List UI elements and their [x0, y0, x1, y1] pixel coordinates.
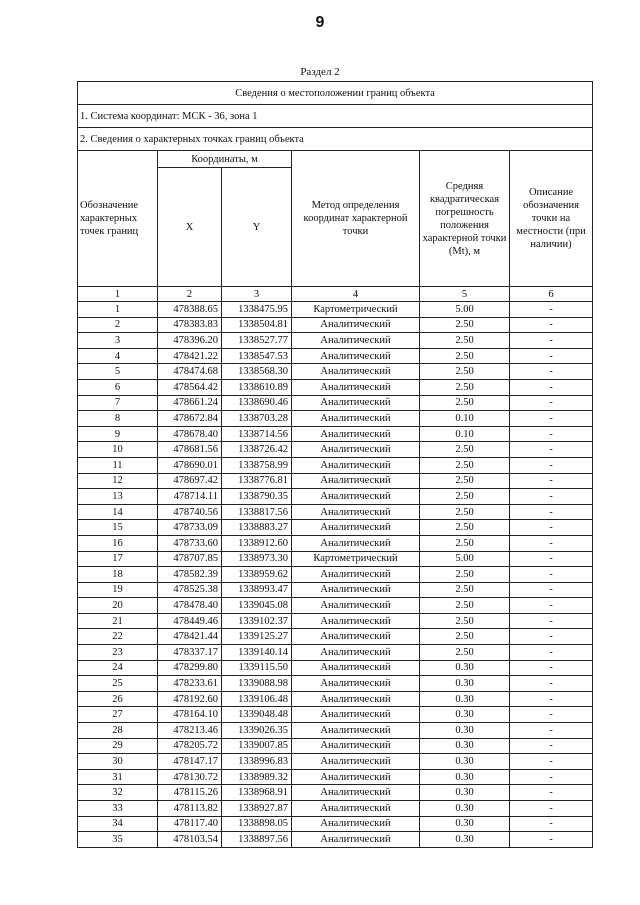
- x-coord-cell: 478707.85: [158, 551, 222, 567]
- method-cell: Аналитический: [292, 567, 420, 583]
- method-cell: Аналитический: [292, 754, 420, 770]
- method-cell: Аналитический: [292, 598, 420, 614]
- description-cell: -: [510, 613, 593, 629]
- method-cell: Аналитический: [292, 660, 420, 676]
- error-cell: 0.30: [420, 769, 510, 785]
- x-coord-cell: 478421.44: [158, 629, 222, 645]
- table-row: [78, 645, 593, 661]
- table-row: [78, 504, 593, 520]
- x-coord-cell: 478117.40: [158, 816, 222, 832]
- table-row: [78, 754, 593, 770]
- table-row: [78, 302, 593, 318]
- y-coord-cell: 1339045.08: [222, 598, 292, 614]
- x-coord-cell: 478582.39: [158, 567, 222, 583]
- section-label: Раздел 2: [300, 66, 340, 78]
- x-coord-cell: 478733.09: [158, 520, 222, 536]
- error-cell: 0.30: [420, 676, 510, 692]
- x-coord-cell: 478474.68: [158, 364, 222, 380]
- table-row: [78, 395, 593, 411]
- y-coord-cell: 1338726.42: [222, 442, 292, 458]
- method-cell: Аналитический: [292, 379, 420, 395]
- error-cell: 2.50: [420, 348, 510, 364]
- point-number-cell: 22: [78, 629, 158, 645]
- point-number-cell: 21: [78, 613, 158, 629]
- description-cell: -: [510, 426, 593, 442]
- table-row: [78, 364, 593, 380]
- table-row: [78, 582, 593, 598]
- method-cell: Аналитический: [292, 457, 420, 473]
- error-cell: 0.30: [420, 801, 510, 817]
- method-cell: Аналитический: [292, 691, 420, 707]
- method-cell: Аналитический: [292, 395, 420, 411]
- boundary-points-table: [77, 81, 593, 848]
- description-cell: -: [510, 769, 593, 785]
- point-number-cell: 28: [78, 723, 158, 739]
- header-error: Средняя квадратическая погрешность положения характерной точки (Mt), м: [420, 151, 510, 287]
- description-cell: -: [510, 832, 593, 848]
- y-coord-cell: 1339115.50: [222, 660, 292, 676]
- point-number-cell: 15: [78, 520, 158, 536]
- error-cell: 2.50: [420, 457, 510, 473]
- column-numbers-row: [78, 287, 593, 302]
- description-cell: -: [510, 520, 593, 536]
- table-row: [78, 473, 593, 489]
- x-coord-cell: 478740.56: [158, 504, 222, 520]
- table-row: [78, 816, 593, 832]
- error-cell: 2.50: [420, 317, 510, 333]
- error-cell: 0.30: [420, 723, 510, 739]
- method-cell: Аналитический: [292, 801, 420, 817]
- error-cell: 2.50: [420, 520, 510, 536]
- point-number-cell: 17: [78, 551, 158, 567]
- description-cell: -: [510, 582, 593, 598]
- table-row: [78, 520, 593, 536]
- error-cell: 2.50: [420, 364, 510, 380]
- method-cell: Аналитический: [292, 629, 420, 645]
- method-cell: Аналитический: [292, 816, 420, 832]
- error-cell: 0.30: [420, 832, 510, 848]
- error-cell: 2.50: [420, 535, 510, 551]
- description-cell: -: [510, 754, 593, 770]
- error-cell: 0.30: [420, 707, 510, 723]
- table-row: [78, 707, 593, 723]
- table-row: [78, 489, 593, 505]
- method-cell: Аналитический: [292, 364, 420, 380]
- description-cell: -: [510, 535, 593, 551]
- point-number-cell: 8: [78, 411, 158, 427]
- description-cell: -: [510, 598, 593, 614]
- table-row: [78, 738, 593, 754]
- point-number-cell: 33: [78, 801, 158, 817]
- point-number-cell: 11: [78, 457, 158, 473]
- method-cell: Аналитический: [292, 535, 420, 551]
- error-cell: 0.30: [420, 660, 510, 676]
- table-row: [78, 411, 593, 427]
- table-row: [78, 535, 593, 551]
- point-number-cell: 13: [78, 489, 158, 505]
- point-number-cell: 1: [78, 302, 158, 318]
- y-coord-cell: 1339007.85: [222, 738, 292, 754]
- y-coord-cell: 1339106.48: [222, 691, 292, 707]
- point-number-cell: 18: [78, 567, 158, 583]
- y-coord-cell: 1338989.32: [222, 769, 292, 785]
- x-coord-cell: 478478.40: [158, 598, 222, 614]
- x-coord-cell: 478115.26: [158, 785, 222, 801]
- description-cell: -: [510, 411, 593, 427]
- column-number: 3: [222, 287, 292, 302]
- y-coord-cell: 1338610.89: [222, 379, 292, 395]
- point-number-cell: 5: [78, 364, 158, 380]
- method-cell: Аналитический: [292, 426, 420, 442]
- header-coords: Координаты, м: [158, 151, 292, 168]
- y-coord-cell: 1338897.56: [222, 832, 292, 848]
- x-coord-cell: 478383.83: [158, 317, 222, 333]
- y-coord-cell: 1338475.95: [222, 302, 292, 318]
- x-coord-cell: 478697.42: [158, 473, 222, 489]
- method-cell: Аналитический: [292, 785, 420, 801]
- error-cell: 2.50: [420, 582, 510, 598]
- y-coord-cell: 1338996.83: [222, 754, 292, 770]
- x-coord-cell: 478103.54: [158, 832, 222, 848]
- table-row: [78, 567, 593, 583]
- x-coord-cell: 478192.60: [158, 691, 222, 707]
- error-cell: 2.50: [420, 473, 510, 489]
- y-coord-cell: 1338817.56: [222, 504, 292, 520]
- point-number-cell: 32: [78, 785, 158, 801]
- x-coord-cell: 478113.82: [158, 801, 222, 817]
- x-coord-cell: 478672.84: [158, 411, 222, 427]
- table-row: [78, 348, 593, 364]
- point-number-cell: 10: [78, 442, 158, 458]
- y-coord-cell: 1339102.37: [222, 613, 292, 629]
- error-cell: 0.30: [420, 754, 510, 770]
- description-cell: -: [510, 567, 593, 583]
- y-coord-cell: 1338912.60: [222, 535, 292, 551]
- y-coord-cell: 1338776.81: [222, 473, 292, 489]
- description-cell: -: [510, 442, 593, 458]
- method-cell: Аналитический: [292, 504, 420, 520]
- table-body: [78, 302, 593, 848]
- error-cell: 2.50: [420, 504, 510, 520]
- method-cell: Аналитический: [292, 582, 420, 598]
- header-y: Y: [222, 168, 292, 287]
- column-number: 1: [78, 287, 158, 302]
- point-number-cell: 7: [78, 395, 158, 411]
- point-number-cell: 2: [78, 317, 158, 333]
- error-cell: 2.50: [420, 395, 510, 411]
- method-cell: Аналитический: [292, 676, 420, 692]
- method-cell: Аналитический: [292, 348, 420, 364]
- description-cell: -: [510, 551, 593, 567]
- error-cell: 2.50: [420, 629, 510, 645]
- y-coord-cell: 1339026.35: [222, 723, 292, 739]
- error-cell: 2.50: [420, 333, 510, 349]
- y-coord-cell: 1338504.81: [222, 317, 292, 333]
- header-x: X: [158, 168, 222, 287]
- description-cell: -: [510, 707, 593, 723]
- y-coord-cell: 1339125.27: [222, 629, 292, 645]
- x-coord-cell: 478661.24: [158, 395, 222, 411]
- x-coord-cell: 478564.42: [158, 379, 222, 395]
- table-row: [78, 832, 593, 848]
- y-coord-cell: 1338568.30: [222, 364, 292, 380]
- error-cell: 0.30: [420, 738, 510, 754]
- table-row: [78, 317, 593, 333]
- coord-system-row: 1. Система координат: МСК - 36, зона 1: [78, 105, 593, 128]
- table-row: [78, 629, 593, 645]
- header-method: Метод определения координат характерной точки: [292, 151, 420, 287]
- y-coord-cell: 1338690.46: [222, 395, 292, 411]
- column-number: 4: [292, 287, 420, 302]
- point-number-cell: 12: [78, 473, 158, 489]
- description-cell: -: [510, 364, 593, 380]
- method-cell: Картометрический: [292, 551, 420, 567]
- x-coord-cell: 478213.46: [158, 723, 222, 739]
- description-cell: -: [510, 645, 593, 661]
- error-cell: 5.00: [420, 551, 510, 567]
- description-cell: -: [510, 302, 593, 318]
- table-row: [78, 379, 593, 395]
- point-number-cell: 24: [78, 660, 158, 676]
- point-number-cell: 34: [78, 816, 158, 832]
- method-cell: Аналитический: [292, 707, 420, 723]
- error-cell: 0.30: [420, 785, 510, 801]
- table-row: [78, 691, 593, 707]
- method-cell: Аналитический: [292, 442, 420, 458]
- header-description: Описание обозначения точки на местности (при наличии): [510, 151, 593, 287]
- point-number-cell: 26: [78, 691, 158, 707]
- description-cell: -: [510, 333, 593, 349]
- x-coord-cell: 478164.10: [158, 707, 222, 723]
- x-coord-cell: 478337.17: [158, 645, 222, 661]
- x-coord-cell: 478233.61: [158, 676, 222, 692]
- error-cell: 0.30: [420, 691, 510, 707]
- y-coord-cell: 1338959.62: [222, 567, 292, 583]
- y-coord-cell: 1338527.77: [222, 333, 292, 349]
- table-row: [78, 769, 593, 785]
- points-title-row: 2. Сведения о характерных точках границ объекта: [78, 128, 593, 151]
- x-coord-cell: 478396.20: [158, 333, 222, 349]
- error-cell: 2.50: [420, 598, 510, 614]
- point-number-cell: 16: [78, 535, 158, 551]
- point-number-cell: 20: [78, 598, 158, 614]
- x-coord-cell: 478205.72: [158, 738, 222, 754]
- x-coord-cell: 478449.46: [158, 613, 222, 629]
- y-coord-cell: 1338968.91: [222, 785, 292, 801]
- description-cell: -: [510, 785, 593, 801]
- error-cell: 2.50: [420, 567, 510, 583]
- y-coord-cell: 1338714.56: [222, 426, 292, 442]
- description-cell: -: [510, 801, 593, 817]
- description-cell: -: [510, 738, 593, 754]
- description-cell: -: [510, 676, 593, 692]
- header-designation: Обозначение характерных точек границ: [78, 151, 158, 287]
- description-cell: -: [510, 348, 593, 364]
- error-cell: 0.10: [420, 426, 510, 442]
- table-row: [78, 660, 593, 676]
- point-number-cell: 14: [78, 504, 158, 520]
- method-cell: Аналитический: [292, 832, 420, 848]
- error-cell: 2.50: [420, 613, 510, 629]
- point-number-cell: 35: [78, 832, 158, 848]
- table-row: [78, 801, 593, 817]
- error-cell: 0.30: [420, 816, 510, 832]
- table-row: [78, 676, 593, 692]
- method-cell: Аналитический: [292, 723, 420, 739]
- x-coord-cell: 478130.72: [158, 769, 222, 785]
- error-cell: 2.50: [420, 379, 510, 395]
- y-coord-cell: 1338758.99: [222, 457, 292, 473]
- point-number-cell: 23: [78, 645, 158, 661]
- point-number-cell: 9: [78, 426, 158, 442]
- method-cell: Аналитический: [292, 473, 420, 489]
- x-coord-cell: 478681.56: [158, 442, 222, 458]
- point-number-cell: 27: [78, 707, 158, 723]
- description-cell: -: [510, 691, 593, 707]
- x-coord-cell: 478299.80: [158, 660, 222, 676]
- method-cell: Аналитический: [292, 645, 420, 661]
- point-number-cell: 4: [78, 348, 158, 364]
- x-coord-cell: 478714.11: [158, 489, 222, 505]
- x-coord-cell: 478678.40: [158, 426, 222, 442]
- y-coord-cell: 1338790.35: [222, 489, 292, 505]
- method-cell: Аналитический: [292, 489, 420, 505]
- table-row: [78, 613, 593, 629]
- description-cell: -: [510, 660, 593, 676]
- point-number-cell: 31: [78, 769, 158, 785]
- method-cell: Аналитический: [292, 333, 420, 349]
- y-coord-cell: 1338883.27: [222, 520, 292, 536]
- method-cell: Аналитический: [292, 520, 420, 536]
- table-row: [78, 333, 593, 349]
- x-coord-cell: 478690.01: [158, 457, 222, 473]
- description-cell: -: [510, 816, 593, 832]
- x-coord-cell: 478525.38: [158, 582, 222, 598]
- page-number: 9: [315, 14, 325, 31]
- description-cell: -: [510, 457, 593, 473]
- table-row: [78, 551, 593, 567]
- point-number-cell: 30: [78, 754, 158, 770]
- y-coord-cell: 1339048.48: [222, 707, 292, 723]
- point-number-cell: 3: [78, 333, 158, 349]
- column-number: 6: [510, 287, 593, 302]
- table-row: [78, 598, 593, 614]
- error-cell: 2.50: [420, 442, 510, 458]
- description-cell: -: [510, 504, 593, 520]
- table-row: [78, 426, 593, 442]
- method-cell: Аналитический: [292, 738, 420, 754]
- description-cell: -: [510, 317, 593, 333]
- description-cell: -: [510, 629, 593, 645]
- y-coord-cell: 1338898.05: [222, 816, 292, 832]
- method-cell: Аналитический: [292, 411, 420, 427]
- description-cell: -: [510, 489, 593, 505]
- y-coord-cell: 1338993.47: [222, 582, 292, 598]
- description-cell: -: [510, 379, 593, 395]
- y-coord-cell: 1339088.98: [222, 676, 292, 692]
- table-title: Сведения о местоположении границ объекта: [78, 82, 593, 105]
- column-number: 5: [420, 287, 510, 302]
- method-cell: Картометрический: [292, 302, 420, 318]
- y-coord-cell: 1338703.28: [222, 411, 292, 427]
- y-coord-cell: 1339140.14: [222, 645, 292, 661]
- method-cell: Аналитический: [292, 613, 420, 629]
- point-number-cell: 25: [78, 676, 158, 692]
- y-coord-cell: 1338547.53: [222, 348, 292, 364]
- error-cell: 5.00: [420, 302, 510, 318]
- y-coord-cell: 1338927.87: [222, 801, 292, 817]
- table-row: [78, 457, 593, 473]
- error-cell: 0.10: [420, 411, 510, 427]
- point-number-cell: 29: [78, 738, 158, 754]
- table-row: [78, 785, 593, 801]
- description-cell: -: [510, 723, 593, 739]
- table-row: [78, 442, 593, 458]
- y-coord-cell: 1338973.30: [222, 551, 292, 567]
- x-coord-cell: 478147.17: [158, 754, 222, 770]
- x-coord-cell: 478733.60: [158, 535, 222, 551]
- x-coord-cell: 478388.65: [158, 302, 222, 318]
- method-cell: Аналитический: [292, 317, 420, 333]
- error-cell: 2.50: [420, 645, 510, 661]
- table-row: [78, 723, 593, 739]
- point-number-cell: 6: [78, 379, 158, 395]
- x-coord-cell: 478421.22: [158, 348, 222, 364]
- point-number-cell: 19: [78, 582, 158, 598]
- column-number: 2: [158, 287, 222, 302]
- description-cell: -: [510, 473, 593, 489]
- error-cell: 2.50: [420, 489, 510, 505]
- method-cell: Аналитический: [292, 769, 420, 785]
- description-cell: -: [510, 395, 593, 411]
